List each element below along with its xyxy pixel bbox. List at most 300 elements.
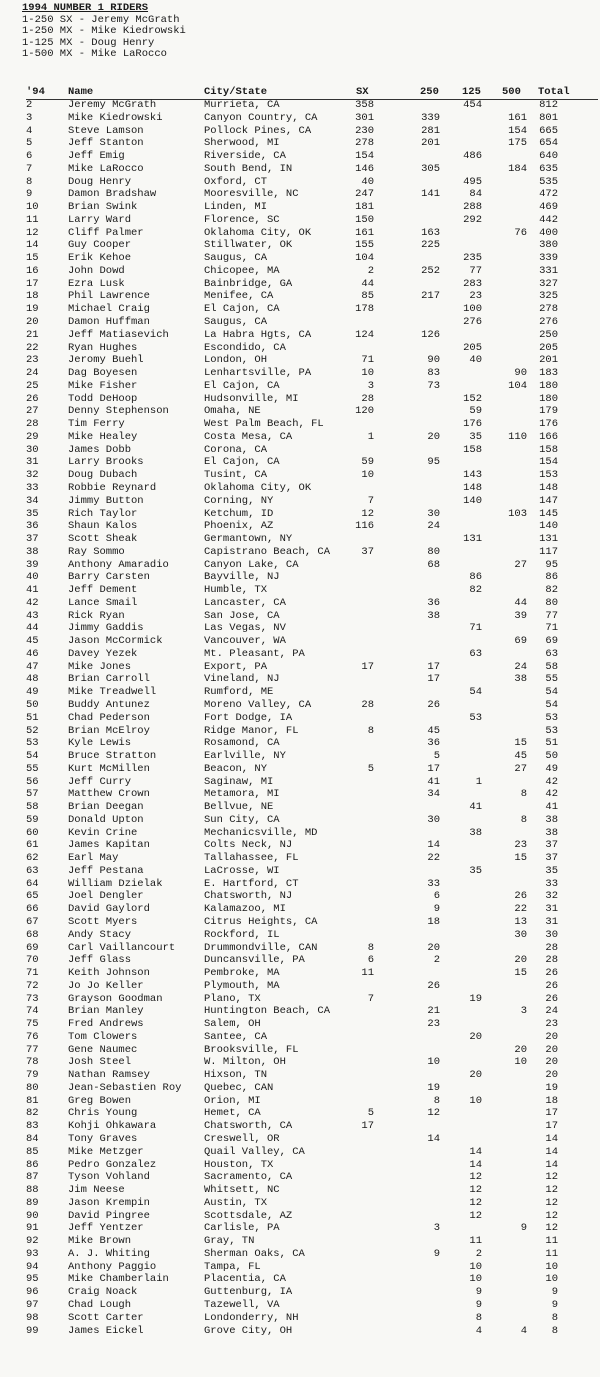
table-row [0, 1095, 600, 1108]
cell-city: Beacon, NY [204, 762, 268, 775]
cell-name: Doug Henry [68, 175, 132, 188]
cell-rank: 78 [26, 1056, 39, 1069]
table-row [0, 852, 600, 865]
table-row [0, 686, 600, 699]
cell-125: 11 [469, 1235, 482, 1248]
cell-total: 201 [539, 354, 558, 367]
cell-name: Pedro Gonzalez [68, 1158, 157, 1171]
cell-250: 281 [421, 124, 440, 137]
cell-name: James Dobb [68, 443, 132, 456]
table-row [0, 125, 600, 138]
cell-rank: 91 [26, 1222, 39, 1235]
col-125-header: 125 [462, 86, 481, 98]
cell-total: 18 [545, 1094, 558, 1107]
cell-total: 20 [545, 1043, 558, 1056]
cell-city: Rockford, IL [204, 928, 280, 941]
cell-city: Hemet, CA [204, 1107, 261, 1120]
cell-name: Shaun Kalos [68, 520, 138, 533]
cell-125: 35 [469, 864, 482, 877]
cell-250: 2 [433, 954, 440, 967]
cell-total: 35 [545, 864, 558, 877]
cell-total: 55 [545, 673, 558, 686]
cell-rank: 90 [26, 1209, 39, 1222]
cell-name: Jo Jo Keller [68, 979, 144, 992]
cell-city: Chatsworth, CA [204, 1120, 293, 1133]
cell-125: 20 [469, 1030, 482, 1043]
cell-total: 26 [545, 967, 558, 980]
cell-total: 38 [545, 813, 558, 826]
cell-city: Oklahoma City, OK [204, 226, 312, 239]
cell-total: 42 [545, 788, 558, 801]
cell-rank: 33 [26, 481, 39, 494]
table-row [0, 610, 600, 623]
cell-125: 38 [469, 826, 482, 839]
cell-125: 35 [469, 430, 482, 443]
table-row [0, 635, 600, 648]
table-row [0, 1325, 600, 1338]
cell-name: Jean-Sebastien Roy [68, 1081, 182, 1094]
cell-city: Creswell, OR [204, 1133, 280, 1146]
cell-sx: 8 [367, 724, 374, 737]
cell-total: 10 [545, 1273, 558, 1286]
cell-name: Mike Brown [68, 1235, 132, 1248]
cell-name: Buddy Antunez [68, 698, 150, 711]
cell-name: Steve Lamson [68, 124, 144, 137]
cell-city: Earlville, NY [204, 750, 286, 763]
cell-city: Chatsworth, NJ [204, 890, 293, 903]
cell-rank: 31 [26, 456, 39, 469]
cell-rank: 57 [26, 788, 39, 801]
table-row [0, 278, 600, 291]
cell-total: 23 [545, 1018, 558, 1031]
table-row [0, 878, 600, 891]
table-row [0, 1005, 600, 1018]
table-row [0, 342, 600, 355]
cell-total: 325 [539, 290, 558, 303]
cell-name: Todd DeHoop [68, 392, 138, 405]
cell-rank: 43 [26, 609, 39, 622]
cell-sx: 59 [361, 456, 374, 469]
cell-total: 86 [545, 571, 558, 584]
cell-rank: 2 [26, 99, 33, 111]
cell-name: Jeff Yentzer [68, 1222, 144, 1235]
cell-city: Ketchum, ID [204, 507, 274, 520]
cell-125: 86 [469, 571, 482, 584]
cell-rank: 95 [26, 1273, 39, 1286]
cell-rank: 45 [26, 635, 39, 648]
cell-rank: 32 [26, 469, 39, 482]
cell-250: 45 [427, 724, 440, 737]
table-row [0, 1133, 600, 1146]
cell-sx: 12 [361, 507, 374, 520]
cell-total: 9 [551, 1286, 558, 1299]
cell-city: Canyon Country, CA [204, 111, 318, 124]
cell-rank: 20 [26, 316, 39, 329]
cell-500: 22 [514, 903, 527, 916]
cell-rank: 73 [26, 992, 39, 1005]
cell-city: Sacramento, CA [204, 1171, 293, 1184]
cell-sx: 247 [355, 188, 374, 201]
cell-city: Mt. Pleasant, PA [204, 647, 305, 660]
cell-125: 10 [469, 1273, 482, 1286]
cell-name: Tyson Vohland [68, 1171, 150, 1184]
cell-125: 84 [469, 188, 482, 201]
table-row [0, 354, 600, 367]
cell-125: 131 [463, 533, 482, 546]
cell-name: Brian McElroy [68, 724, 150, 737]
cell-250: 163 [421, 226, 440, 239]
cell-name: Jeff Pestana [68, 864, 144, 877]
cell-name: Mike Jones [68, 660, 132, 673]
cell-total: 8 [551, 1311, 558, 1324]
cell-city: Orion, MI [204, 1094, 261, 1107]
cell-name: Josh Steel [68, 1056, 132, 1069]
cell-name: James Kapitan [68, 839, 150, 852]
cell-250: 12 [427, 1107, 440, 1120]
cell-total: 17 [545, 1107, 558, 1120]
cell-250: 36 [427, 737, 440, 750]
table-row [0, 405, 600, 418]
cell-total: 53 [545, 724, 558, 737]
cell-name: Phil Lawrence [68, 290, 150, 303]
cell-name: Jeff Matiasevich [68, 328, 169, 341]
cell-city: Gray, TN [204, 1235, 255, 1248]
table-row [0, 661, 600, 674]
cell-name: Nathan Ramsey [68, 1069, 150, 1082]
cell-sx: 146 [355, 162, 374, 175]
cell-500: 184 [508, 162, 527, 175]
cell-name: Jeff Curry [68, 775, 132, 788]
cell-name: David Gaylord [68, 903, 150, 916]
cell-500: 8 [520, 813, 527, 826]
table-row [0, 150, 600, 163]
cell-name: Lance Smail [68, 596, 138, 609]
cell-500: 26 [514, 890, 527, 903]
cell-sx: 124 [355, 328, 374, 341]
cell-name: Scott Sheak [68, 533, 138, 546]
cell-500: 38 [514, 673, 527, 686]
cell-500: 103 [508, 507, 527, 520]
cell-125: 495 [463, 175, 482, 188]
cell-name: Larry Brooks [68, 456, 144, 469]
table-row [0, 329, 600, 342]
cell-city: Phoenix, AZ [204, 520, 274, 533]
cell-total: 812 [539, 99, 558, 111]
table-row [0, 571, 600, 584]
cell-total: 147 [539, 494, 558, 507]
cell-city: Vancouver, WA [204, 635, 286, 648]
cell-rank: 37 [26, 533, 39, 546]
table-row [0, 1107, 600, 1120]
cell-city: La Habra Hgts, CA [204, 328, 312, 341]
cell-name: Jimmy Gaddis [68, 622, 144, 635]
cell-rank: 70 [26, 954, 39, 967]
table-row [0, 393, 600, 406]
cell-name: Mike Healey [68, 430, 138, 443]
cell-sx: 10 [361, 367, 374, 380]
cell-rank: 22 [26, 341, 39, 354]
cell-rank: 76 [26, 1030, 39, 1043]
table-row [0, 1312, 600, 1325]
cell-name: James Eickel [68, 1324, 144, 1337]
cell-sx: 278 [355, 137, 374, 150]
cell-total: 28 [545, 954, 558, 967]
table-row [0, 1184, 600, 1197]
cell-total: 19 [545, 1081, 558, 1094]
table-row [0, 227, 600, 240]
table-row [0, 290, 600, 303]
cell-total: 42 [545, 775, 558, 788]
cell-city: Hixson, TN [204, 1069, 268, 1082]
cell-sx: 6 [367, 954, 374, 967]
cell-rank: 58 [26, 801, 39, 814]
cell-125: 71 [469, 622, 482, 635]
cell-city: Sherman Oaks, CA [204, 1247, 305, 1260]
cell-125: 19 [469, 992, 482, 1005]
cell-rank: 63 [26, 864, 39, 877]
table-row [0, 737, 600, 750]
table-row [0, 916, 600, 929]
cell-125: 9 [475, 1298, 482, 1311]
table-row [0, 673, 600, 686]
cell-city: Londonderry, NH [204, 1311, 299, 1324]
cell-city: Metamora, MI [204, 788, 280, 801]
cell-sx: 10 [361, 469, 374, 482]
cell-name: Rick Ryan [68, 609, 125, 622]
cell-name: Mike Metzger [68, 1145, 144, 1158]
cell-rank: 36 [26, 520, 39, 533]
cell-250: 252 [421, 264, 440, 277]
cell-city: Salem, OH [204, 1018, 261, 1031]
cell-sx: 7 [367, 494, 374, 507]
cell-name: Fred Andrews [68, 1018, 144, 1031]
cell-sx: 161 [355, 226, 374, 239]
cell-rank: 55 [26, 762, 39, 775]
cell-total: 10 [545, 1260, 558, 1273]
cell-name: Grayson Goodman [68, 992, 163, 1005]
cell-total: 54 [545, 686, 558, 699]
cell-sx: 17 [361, 1120, 374, 1133]
table-row [0, 444, 600, 457]
cell-250: 80 [427, 545, 440, 558]
cell-rank: 62 [26, 852, 39, 865]
cell-500: 15 [514, 852, 527, 865]
table-row [0, 814, 600, 827]
cell-total: 80 [545, 596, 558, 609]
cell-total: 327 [539, 277, 558, 290]
cell-rank: 3 [26, 111, 33, 124]
table-row [0, 750, 600, 763]
table-row [0, 546, 600, 559]
cell-rank: 96 [26, 1286, 39, 1299]
cell-250: 24 [427, 520, 440, 533]
cell-city: Ridge Manor, FL [204, 724, 299, 737]
table-row [0, 1235, 600, 1248]
cell-rank: 69 [26, 941, 39, 954]
cell-total: 640 [539, 150, 558, 163]
cell-250: 6 [433, 890, 440, 903]
cell-rank: 30 [26, 443, 39, 456]
cell-total: 77 [545, 609, 558, 622]
cell-sx: 104 [355, 252, 374, 265]
cell-total: 8 [551, 1324, 558, 1337]
cell-name: Damon Huffman [68, 316, 150, 329]
table-row [0, 418, 600, 431]
table-row [0, 1261, 600, 1274]
table-row [0, 239, 600, 252]
cell-250: 30 [427, 507, 440, 520]
cell-name: Erik Kehoe [68, 252, 132, 265]
cell-rank: 93 [26, 1247, 39, 1260]
cell-total: 63 [545, 647, 558, 660]
table-row [0, 622, 600, 635]
cell-rank: 84 [26, 1133, 39, 1146]
table-row [0, 163, 600, 176]
cell-125: 235 [463, 252, 482, 265]
cell-total: 26 [545, 992, 558, 1005]
cell-name: Doug Dubach [68, 469, 138, 482]
table-row [0, 763, 600, 776]
cell-125: 454 [463, 99, 482, 111]
table-row [0, 1120, 600, 1133]
cell-sx: 40 [361, 175, 374, 188]
cell-250: 21 [427, 1005, 440, 1018]
col-name-header: Name [68, 86, 94, 98]
cell-name: Anthony Amaradio [68, 558, 169, 571]
table-row [0, 942, 600, 955]
cell-125: 53 [469, 711, 482, 724]
cell-125: 82 [469, 584, 482, 597]
cell-rank: 16 [26, 264, 39, 277]
table-row [0, 1018, 600, 1031]
cell-name: Rich Taylor [68, 507, 138, 520]
table-row [0, 648, 600, 661]
cell-city: West Palm Beach, FL [204, 418, 324, 431]
cell-sx: 85 [361, 290, 374, 303]
cell-125: 63 [469, 647, 482, 660]
cell-rank: 15 [26, 252, 39, 265]
cell-rank: 59 [26, 813, 39, 826]
cell-125: 77 [469, 264, 482, 277]
cell-rank: 56 [26, 775, 39, 788]
cell-total: 51 [545, 737, 558, 750]
cell-name: Barry Carsten [68, 571, 150, 584]
cell-total: 32 [545, 890, 558, 903]
cell-name: Gene Naumec [68, 1043, 138, 1056]
cell-total: 154 [539, 456, 558, 469]
cell-city: Export, PA [204, 660, 268, 673]
col-total-header: Total [538, 86, 570, 98]
cell-500: 44 [514, 596, 527, 609]
table-row [0, 1273, 600, 1286]
cell-rank: 27 [26, 405, 39, 418]
col-rank-header: '94 [26, 86, 45, 98]
table-row [0, 99, 600, 112]
table-row [0, 469, 600, 482]
cell-city: South Bend, IN [204, 162, 293, 175]
cell-rank: 61 [26, 839, 39, 852]
table-row [0, 597, 600, 610]
cell-city: Citrus Heights, CA [204, 916, 318, 928]
table-row [0, 533, 600, 546]
table-row [0, 431, 600, 444]
cell-250: 141 [421, 188, 440, 201]
cell-city: Menifee, CA [204, 290, 274, 303]
cell-rank: 17 [26, 277, 39, 290]
cell-total: 665 [539, 124, 558, 137]
cell-total: 38 [545, 826, 558, 839]
cell-total: 12 [545, 1171, 558, 1184]
cell-city: Florence, SC [204, 213, 280, 226]
cell-city: Lancaster, CA [204, 596, 286, 609]
cell-city: Santee, CA [204, 1030, 268, 1043]
cell-125: 23 [469, 290, 482, 303]
table-row [0, 380, 600, 393]
cell-sx: 150 [355, 213, 374, 226]
cell-500: 8 [520, 788, 527, 801]
table-row [0, 176, 600, 189]
cell-250: 26 [427, 698, 440, 711]
cell-city: Lenhartsville, PA [204, 367, 312, 380]
cell-city: Capistrano Beach, CA [204, 545, 331, 558]
cell-city: Costa Mesa, CA [204, 430, 293, 443]
cell-total: 331 [539, 264, 558, 277]
cell-name: David Pingree [68, 1209, 150, 1222]
cell-city: Oxford, CT [204, 175, 268, 188]
cell-rank: 66 [26, 903, 39, 916]
table-row [0, 699, 600, 712]
cell-sx: 28 [361, 392, 374, 405]
cell-125: 1 [475, 775, 482, 788]
cell-sx: 8 [367, 941, 374, 954]
cell-total: 82 [545, 584, 558, 597]
cell-500: 9 [520, 1222, 527, 1235]
cell-total: 635 [539, 162, 558, 175]
cell-name: Earl May [68, 852, 119, 865]
table-header [0, 86, 600, 99]
cell-rank: 49 [26, 686, 39, 699]
cell-rank: 44 [26, 622, 39, 635]
cell-name: Tim Ferry [68, 418, 125, 431]
cell-rank: 86 [26, 1158, 39, 1171]
table-row [0, 788, 600, 801]
cell-name: Donald Upton [68, 813, 144, 826]
col-city-header: City/State [204, 86, 268, 98]
cell-name: Brian Deegan [68, 801, 144, 814]
cell-rank: 7 [26, 162, 33, 175]
cell-name: Davey Yezek [68, 647, 138, 660]
table-row [0, 1171, 600, 1184]
cell-250: 17 [427, 660, 440, 673]
cell-125: 140 [463, 494, 482, 507]
cell-rank: 35 [26, 507, 39, 520]
table-row [0, 1299, 600, 1312]
cell-125: 10 [469, 1260, 482, 1273]
cell-total: 535 [539, 175, 558, 188]
table-row [0, 482, 600, 495]
cell-sx: 37 [361, 545, 374, 558]
cell-name: Chad Pederson [68, 711, 150, 724]
cell-rank: 42 [26, 596, 39, 609]
cell-rank: 52 [26, 724, 39, 737]
cell-total: 50 [545, 750, 558, 763]
cell-name: Kurt McMillen [68, 762, 150, 775]
header-line: 1-500 MX - Mike LaRocco [22, 48, 167, 61]
cell-sx: 301 [355, 111, 374, 124]
cell-total: 20 [545, 1056, 558, 1069]
cell-250: 3 [433, 1222, 440, 1235]
cell-500: 161 [508, 111, 527, 124]
